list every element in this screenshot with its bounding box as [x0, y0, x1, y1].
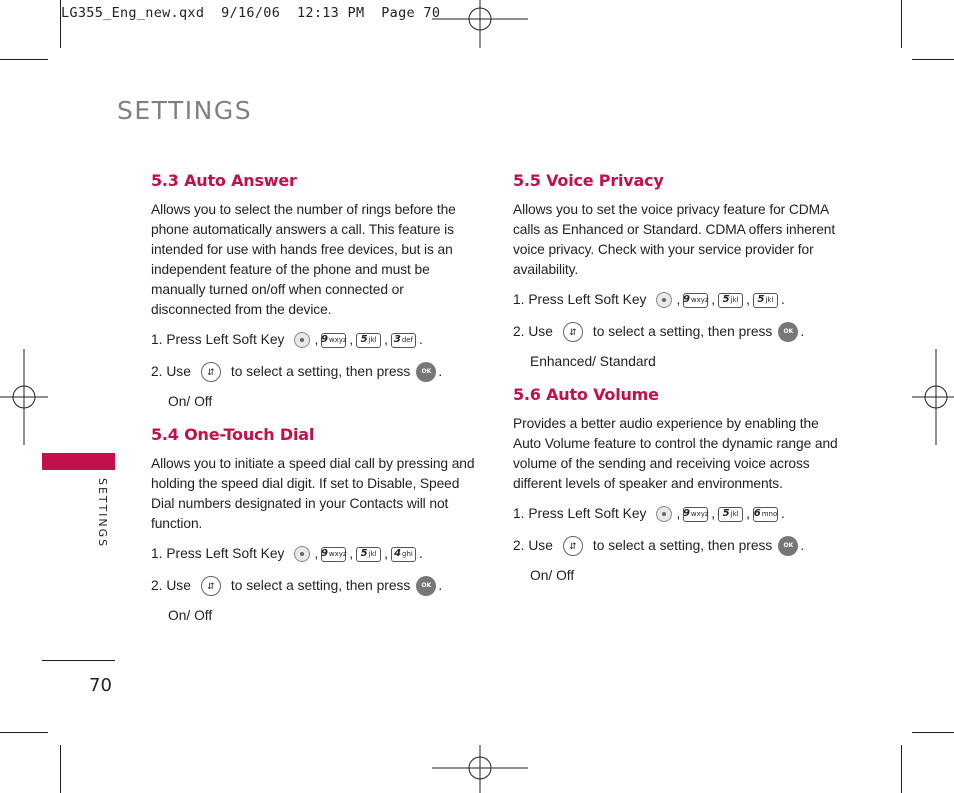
section-voice-privacy: [513, 171, 843, 372]
key-letters: wxyz: [328, 549, 347, 558]
section-body: Allows you to select the number of rings before the phone automatically answers a call. This feature is intended for use with hands free devices, but is an independent feature of the phone and must be manually turned on/off when connected or disconnected from the device.: [151, 202, 456, 317]
comma: ,: [676, 292, 681, 307]
section-one-touch-dial: [151, 425, 481, 626]
side-tab-label: SETTINGS: [96, 478, 109, 549]
key-letters: wxyz: [328, 335, 347, 344]
key-num: 5: [360, 334, 368, 345]
period: .: [800, 538, 805, 553]
period: .: [438, 578, 443, 593]
key-num: 3: [393, 334, 401, 345]
key-letters: def: [401, 335, 414, 344]
key-5-icon: [718, 293, 743, 308]
left-soft-key-icon: [294, 332, 310, 348]
comma: ,: [349, 546, 354, 561]
comma: ,: [349, 332, 354, 347]
step-text: 2. Use: [513, 324, 553, 339]
key-num: 9: [320, 548, 328, 559]
ok-key-icon: OK: [778, 536, 798, 556]
key-letters: wxyz: [690, 509, 709, 518]
section-heading: 5.4 One-Touch Dial: [151, 425, 315, 444]
key-4-icon: [391, 547, 416, 562]
key-num: 4: [394, 548, 402, 559]
step-text: 2. Use: [151, 364, 191, 379]
key-5-icon: [356, 333, 381, 348]
key-num: 5: [360, 548, 368, 559]
comma: ,: [711, 292, 716, 307]
left-soft-key-icon: [656, 292, 672, 308]
comma: ,: [384, 546, 388, 561]
key-letters: jkl: [730, 509, 739, 518]
section-heading: 5.3 Auto Answer: [151, 171, 297, 190]
key-9-icon: [321, 547, 346, 562]
step-text: to select a setting, then press: [230, 578, 411, 593]
comma: ,: [676, 506, 681, 521]
comma: ,: [314, 546, 319, 561]
step-text: 1. Press Left Soft Key: [151, 546, 285, 561]
registration-mark-top: [432, 0, 528, 48]
key-letters: jkl: [368, 549, 377, 558]
key-num: 5: [757, 294, 765, 305]
key-num: 6: [753, 508, 761, 519]
print-header: LG355_Eng_new.qxd 9/16/06 12:13 PM Page 70: [61, 5, 441, 21]
options: On/ Off: [168, 394, 213, 409]
step-text: 1. Press Left Soft Key: [513, 292, 647, 307]
registration-mark-bottom: [432, 745, 528, 793]
comma: ,: [746, 506, 750, 521]
crop-mark: [0, 732, 48, 733]
crop-mark: [0, 59, 48, 60]
section-body: Allows you to set the voice privacy feature for CDMA calls as Enhanced or Standard. CDMA offers inherent voice privacy. Check with your service provider for availability.: [513, 202, 836, 277]
step-text: 1. Press Left Soft Key: [513, 506, 647, 521]
period: .: [780, 292, 785, 307]
crop-mark: [60, 745, 61, 793]
section-body: Allows you to initiate a speed dial call by pressing and holding the speed dial digit. If set to Disable, Speed Dial numbers designated in your Contacts will not function.: [151, 456, 475, 531]
navigation-key-icon: ⇵: [201, 362, 221, 382]
key-letters: ghi: [402, 549, 413, 558]
key-letters: wxyz: [690, 295, 709, 304]
crop-mark: [901, 745, 902, 793]
step-text: 2. Use: [513, 538, 553, 553]
key-num: 9: [682, 508, 690, 519]
options: Enhanced/ Standard: [530, 354, 656, 369]
crop-mark: [901, 0, 902, 48]
key-5-icon: [753, 293, 778, 308]
comma: ,: [314, 332, 319, 347]
key-5-icon: [718, 507, 743, 522]
key-num: 5: [722, 508, 730, 519]
section-heading: 5.5 Voice Privacy: [513, 171, 664, 190]
comma: ,: [711, 506, 716, 521]
page-number: 70: [89, 675, 112, 696]
key-6-icon: [753, 507, 778, 522]
section-body: Provides a better audio experience by enabling the Auto Volume feature to control the dynamic range and volume of the sending and receiving voice across different levels of speaker and environments.: [513, 416, 838, 491]
navigation-key-icon: ⇵: [201, 576, 221, 596]
registration-mark-right: [912, 349, 954, 445]
key-letters: jkl: [730, 295, 739, 304]
crop-mark: [912, 732, 954, 733]
ok-key-icon: OK: [778, 322, 798, 342]
step-text: to select a setting, then press: [230, 364, 411, 379]
section-auto-volume: [513, 385, 843, 586]
ok-key-icon: OK: [416, 576, 436, 596]
step-2: [151, 576, 481, 596]
key-5-icon: [356, 547, 381, 562]
step-text: to select a setting, then press: [592, 538, 773, 553]
step-1: [513, 290, 843, 310]
key-num: 5: [722, 294, 730, 305]
period: .: [780, 506, 785, 521]
period: .: [418, 546, 423, 561]
navigation-key-icon: ⇵: [563, 322, 583, 342]
step-1: [151, 330, 481, 350]
step-2: [513, 536, 843, 556]
section-auto-answer: [151, 171, 481, 412]
key-9-icon: [321, 333, 346, 348]
key-9-icon: [683, 507, 708, 522]
key-letters: jkl: [765, 295, 774, 304]
key-num: 9: [320, 334, 328, 345]
left-soft-key-icon: [656, 506, 672, 522]
ok-key-icon: OK: [416, 362, 436, 382]
key-letters: mno: [761, 509, 778, 518]
key-num: 9: [682, 294, 690, 305]
options: On/ Off: [530, 568, 575, 583]
left-soft-key-icon: [294, 546, 310, 562]
crop-mark: [912, 59, 954, 60]
page-title: SETTINGS: [117, 96, 253, 125]
options: On/ Off: [168, 608, 213, 623]
key-letters: jkl: [368, 335, 377, 344]
step-text: to select a setting, then press: [592, 324, 773, 339]
period: .: [438, 364, 443, 379]
registration-mark-left: [0, 349, 48, 445]
period: .: [800, 324, 805, 339]
section-heading: 5.6 Auto Volume: [513, 385, 659, 404]
key-3-icon: [391, 333, 416, 348]
step-1: [151, 544, 481, 564]
period: .: [418, 332, 423, 347]
step-text: 1. Press Left Soft Key: [151, 332, 285, 347]
step-2: [513, 322, 843, 342]
side-tab-bar: [42, 453, 115, 470]
comma: ,: [384, 332, 388, 347]
key-9-icon: [683, 293, 708, 308]
step-1: [513, 504, 843, 524]
navigation-key-icon: ⇵: [563, 536, 583, 556]
step-2: [151, 362, 481, 382]
step-text: 2. Use: [151, 578, 191, 593]
comma: ,: [746, 292, 750, 307]
page-divider: [42, 660, 115, 661]
